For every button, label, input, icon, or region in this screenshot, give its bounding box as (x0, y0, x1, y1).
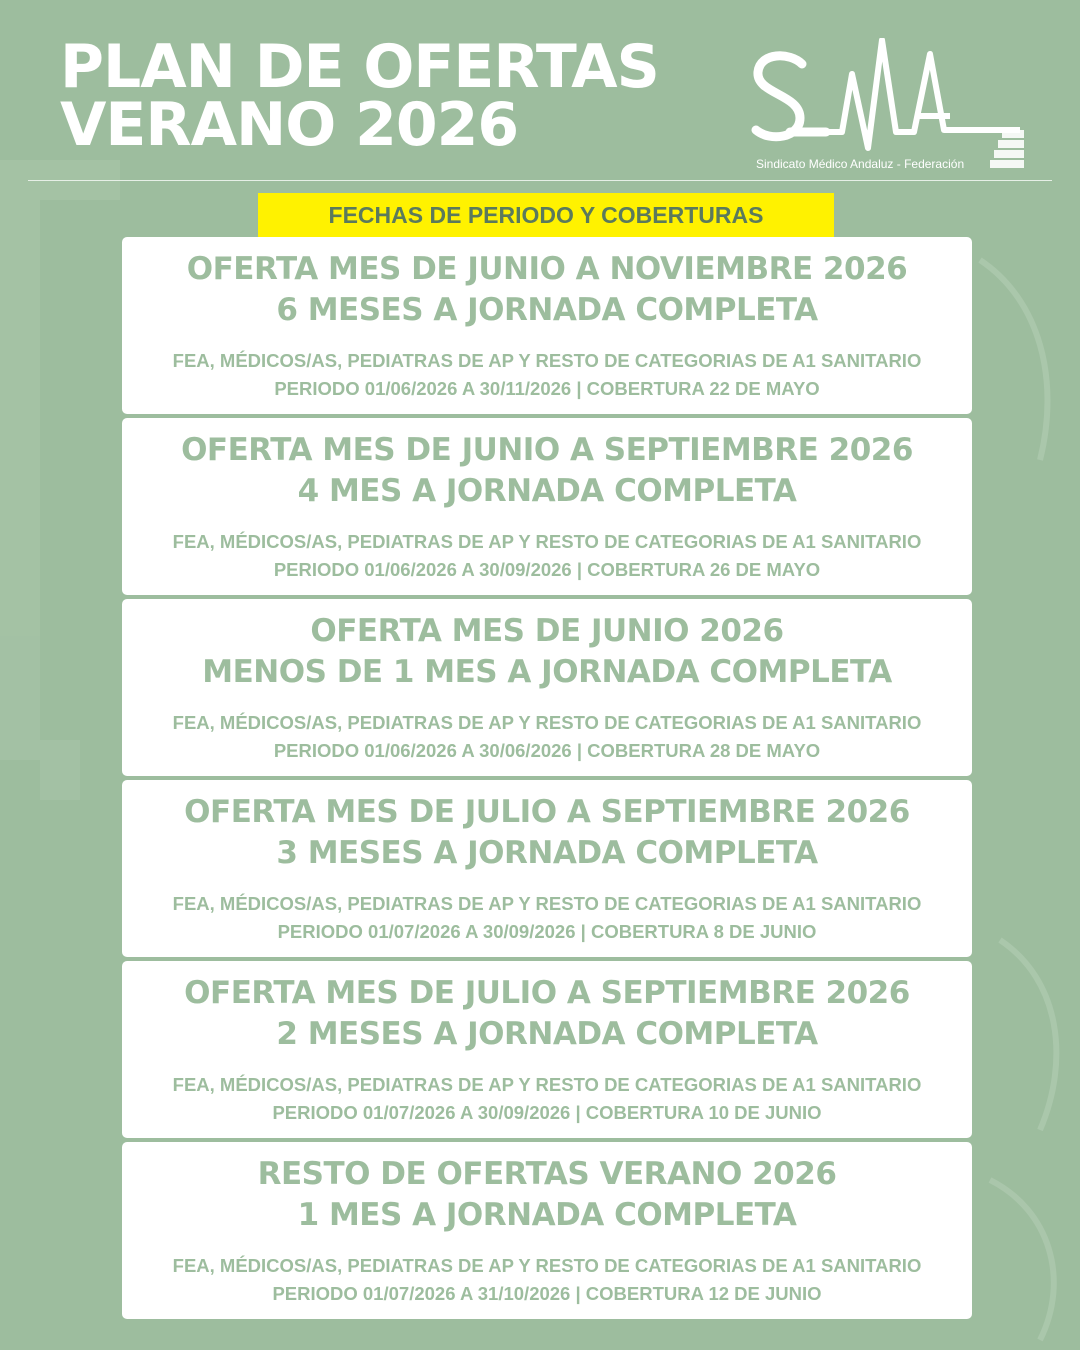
header-divider (28, 180, 1052, 181)
offer-heading: OFERTA MES DE JUNIO A SEPTIEMBRE 2026 (181, 432, 913, 468)
section-banner: FECHAS DE PERIODO Y COBERTURAS (258, 193, 834, 237)
sma-logo (746, 38, 1026, 173)
title-line-2: VERANO 2026 (60, 90, 519, 160)
offer-heading: OFERTA MES DE JUNIO 2026 (310, 613, 784, 649)
offer-duration: 4 MES A JORNADA COMPLETA (297, 473, 797, 509)
offer-period: PERIODO 01/06/2026 A 30/11/2026 | COBERTURA 22 DE MAYO (274, 378, 820, 399)
offer-period: PERIODO 01/07/2026 A 31/10/2026 | COBERTURA 12 DE JUNIO (272, 1283, 822, 1304)
page-title (60, 32, 659, 160)
offer-duration: MENOS DE 1 MES A JORNADA COMPLETA (202, 654, 892, 690)
offers-list (122, 237, 972, 1323)
offer-heading: OFERTA MES DE JUNIO A NOVIEMBRE 2026 (186, 251, 908, 287)
offer-heading: OFERTA MES DE JULIO A SEPTIEMBRE 2026 (184, 975, 910, 1011)
logo-subtitle: Sindicato Médico Andaluz - Federación (756, 157, 965, 171)
offer-categories: FEA, MÉDICOS/AS, PEDIATRAS DE AP Y RESTO DE CATEGORIAS DE A1 SANITARIO (172, 712, 922, 733)
offer-duration: 3 MESES A JORNADA COMPLETA (276, 835, 818, 871)
offer-card (122, 237, 972, 414)
offer-card (122, 961, 972, 1138)
offer-period: PERIODO 01/06/2026 A 30/06/2026 | COBERTURA 28 DE MAYO (273, 740, 821, 761)
offer-categories: FEA, MÉDICOS/AS, PEDIATRAS DE AP Y RESTO DE CATEGORIAS DE A1 SANITARIO (172, 1074, 922, 1095)
offer-categories: FEA, MÉDICOS/AS, PEDIATRAS DE AP Y RESTO DE CATEGORIAS DE A1 SANITARIO (172, 1255, 922, 1276)
offer-card (122, 418, 972, 595)
offer-period: PERIODO 01/06/2026 A 30/09/2026 | COBERTURA 26 DE MAYO (273, 559, 821, 580)
offer-duration: 6 MESES A JORNADA COMPLETA (276, 292, 818, 328)
offer-categories: FEA, MÉDICOS/AS, PEDIATRAS DE AP Y RESTO DE CATEGORIAS DE A1 SANITARIO (172, 531, 922, 552)
offer-period: PERIODO 01/07/2026 A 30/09/2026 | COBERTURA 8 DE JUNIO (277, 921, 817, 942)
offer-period: PERIODO 01/07/2026 A 30/09/2026 | COBERTURA 10 DE JUNIO (272, 1102, 822, 1123)
offer-heading: OFERTA MES DE JULIO A SEPTIEMBRE 2026 (184, 794, 910, 830)
offer-card (122, 1142, 972, 1319)
offer-duration: 2 MESES A JORNADA COMPLETA (276, 1016, 818, 1052)
offer-card (122, 780, 972, 957)
offer-heading: RESTO DE OFERTAS VERANO 2026 (257, 1156, 837, 1192)
offer-categories: FEA, MÉDICOS/AS, PEDIATRAS DE AP Y RESTO DE CATEGORIAS DE A1 SANITARIO (172, 893, 922, 914)
offer-categories: FEA, MÉDICOS/AS, PEDIATRAS DE AP Y RESTO DE CATEGORIAS DE A1 SANITARIO (172, 350, 922, 371)
offer-card (122, 599, 972, 776)
offer-duration: 1 MES A JORNADA COMPLETA (297, 1197, 797, 1233)
title-line-1: PLAN DE OFERTAS (60, 32, 659, 102)
